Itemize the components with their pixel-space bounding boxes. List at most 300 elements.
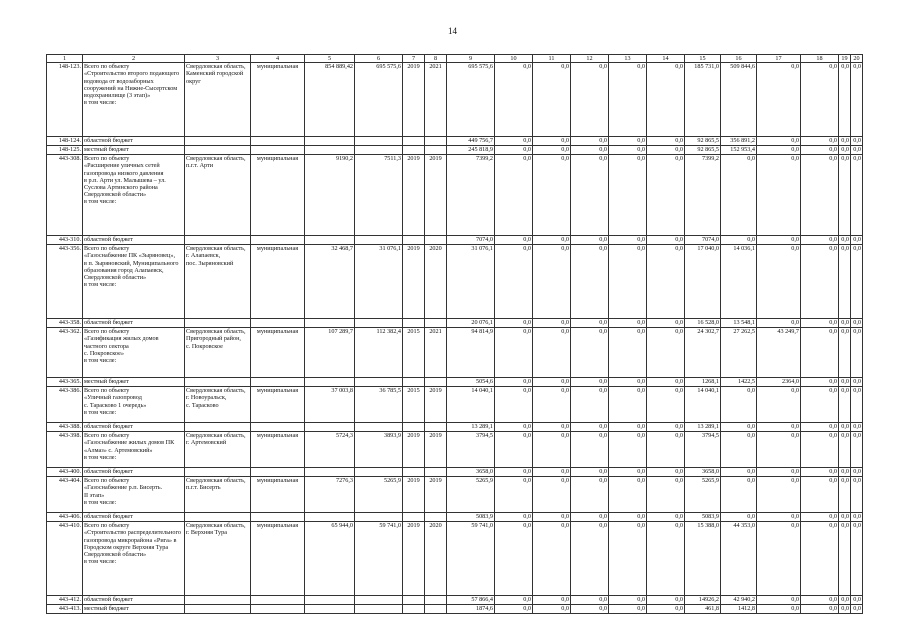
table-cell: 0,0 <box>571 605 609 614</box>
table-cell: 0,0 <box>839 513 851 522</box>
table-cell: 3658,0 <box>447 468 495 477</box>
table-cell: 0,0 <box>801 146 839 155</box>
table-cell: Свердловская область, п.г.т. Арти <box>185 155 251 236</box>
table-cell <box>425 596 447 605</box>
table-cell: 0,0 <box>571 146 609 155</box>
row-code-cell: 443-398. <box>47 432 83 468</box>
table-cell: 0,0 <box>495 319 533 328</box>
table-cell: 1874,6 <box>447 605 495 614</box>
row-code-cell: 443-362. <box>47 328 83 378</box>
table-cell <box>251 146 305 155</box>
row-code-cell: 443-413. <box>47 605 83 614</box>
table-cell: 5265,9 <box>355 477 403 513</box>
table-cell: 0,0 <box>609 236 647 245</box>
table-cell: Свердловская область, г. Артемовский <box>185 432 251 468</box>
table-cell: 1412,8 <box>721 605 757 614</box>
header-cell: 6 <box>355 55 403 63</box>
table-cell: Свердловская область, г. Верхняя Тура <box>185 522 251 596</box>
row-code-cell: 148-125. <box>47 146 83 155</box>
table-cell: 0,0 <box>757 387 801 423</box>
header-cell: 3 <box>185 55 251 63</box>
table-cell: 0,0 <box>571 423 609 432</box>
table-cell: 2021 <box>425 63 447 137</box>
table-cell: 0,0 <box>609 319 647 328</box>
table-cell <box>425 137 447 146</box>
table-cell: 36 785,5 <box>355 387 403 423</box>
table-cell: 2019 <box>403 63 425 137</box>
table-cell: 24 302,7 <box>685 328 721 378</box>
table-cell: 0,0 <box>757 513 801 522</box>
table-cell <box>185 236 251 245</box>
table-cell: 0,0 <box>839 468 851 477</box>
table-cell: 0,0 <box>839 245 851 319</box>
table-cell: муниципальная <box>251 328 305 378</box>
table-cell: 356 891,2 <box>721 137 757 146</box>
table-cell: 0,0 <box>533 63 571 137</box>
table-cell: 0,0 <box>495 155 533 236</box>
table-cell: 0,0 <box>609 605 647 614</box>
table-cell: 0,0 <box>851 468 863 477</box>
table-cell <box>425 319 447 328</box>
table-cell: 461,8 <box>685 605 721 614</box>
table-cell <box>403 378 425 387</box>
table-cell: 0,0 <box>609 155 647 236</box>
table-cell: 0,0 <box>647 605 685 614</box>
header-cell: 14 <box>647 55 685 63</box>
table-cell: 0,0 <box>533 378 571 387</box>
table-cell: 13 289,1 <box>447 423 495 432</box>
budget-table <box>46 54 863 614</box>
row-code-cell: 443-400. <box>47 468 83 477</box>
table-cell: 0,0 <box>533 387 571 423</box>
table-cell: 0,0 <box>839 596 851 605</box>
table-cell: 0,0 <box>647 319 685 328</box>
table-cell: 0,0 <box>851 236 863 245</box>
table-cell: муниципальная <box>251 245 305 319</box>
header-cell: 2 <box>83 55 185 63</box>
table-cell: 0,0 <box>851 387 863 423</box>
table-cell: 32 468,7 <box>305 245 355 319</box>
table-cell: 0,0 <box>571 387 609 423</box>
table-cell: 0,0 <box>839 423 851 432</box>
table-cell <box>251 605 305 614</box>
table-cell: 92 865,5 <box>685 137 721 146</box>
table-cell: 16 528,0 <box>685 319 721 328</box>
table-cell <box>403 513 425 522</box>
table-cell: 0,0 <box>533 245 571 319</box>
table-cell: 0,0 <box>721 387 757 423</box>
table-row <box>47 378 863 387</box>
row-title-cell: областной бюджет <box>83 236 185 245</box>
table-cell: 2020 <box>425 245 447 319</box>
table-cell: 0,0 <box>533 605 571 614</box>
table-cell <box>425 513 447 522</box>
table-cell: 0,0 <box>839 432 851 468</box>
table-cell: Свердловская область, п.г.т. Бисерть <box>185 477 251 513</box>
row-code-cell: 443-410. <box>47 522 83 596</box>
table-cell <box>355 319 403 328</box>
table-cell: 0,0 <box>721 432 757 468</box>
table-cell: 0,0 <box>495 596 533 605</box>
table-cell <box>305 137 355 146</box>
table-cell: 0,0 <box>609 63 647 137</box>
header-cell: 11 <box>533 55 571 63</box>
row-title-cell: Всего по объекту «Строительство второго подающего водовода от водозаборных сооружений на Нижне-Сысертском водохранилище (3 этап)» в том числе: <box>83 63 185 137</box>
row-title-cell: областной бюджет <box>83 137 185 146</box>
table-cell: 107 289,7 <box>305 328 355 378</box>
table-cell: 0,0 <box>533 513 571 522</box>
table-cell: 1422,5 <box>721 378 757 387</box>
table-cell: 0,0 <box>721 477 757 513</box>
table-cell: 0,0 <box>533 236 571 245</box>
table-cell <box>305 146 355 155</box>
table-cell: 0,0 <box>757 155 801 236</box>
table-cell <box>425 378 447 387</box>
table-cell: 0,0 <box>721 155 757 236</box>
table-cell: 2019 <box>403 432 425 468</box>
table-cell: 59 741,0 <box>447 522 495 596</box>
table-cell: 31 076,1 <box>447 245 495 319</box>
row-code-cell: 443-388. <box>47 423 83 432</box>
header-cell: 13 <box>609 55 647 63</box>
table-cell: 0,0 <box>609 477 647 513</box>
header-cell: 9 <box>447 55 495 63</box>
table-cell: 0,0 <box>495 605 533 614</box>
row-code-cell: 443-356. <box>47 245 83 319</box>
row-code-cell: 443-358. <box>47 319 83 328</box>
table-cell <box>355 236 403 245</box>
table-cell: 695 575,6 <box>447 63 495 137</box>
table-cell: 14 036,1 <box>721 245 757 319</box>
table-row <box>47 432 863 468</box>
header-cell: 19 <box>839 55 851 63</box>
table-cell: 0,0 <box>839 522 851 596</box>
table-cell: 0,0 <box>839 137 851 146</box>
table-cell: 0,0 <box>851 146 863 155</box>
table-cell: 0,0 <box>851 513 863 522</box>
table-cell: 0,0 <box>839 378 851 387</box>
table-cell: 0,0 <box>757 596 801 605</box>
row-title-cell: Всего по объекту «Газоснабжение р.п. Бисерть. II этап» в том числе: <box>83 477 185 513</box>
table-cell: 0,0 <box>647 63 685 137</box>
table-cell: 0,0 <box>533 423 571 432</box>
table-cell: 0,0 <box>495 432 533 468</box>
table-cell: 0,0 <box>647 328 685 378</box>
table-cell <box>425 236 447 245</box>
table-cell <box>425 423 447 432</box>
header-cell: 20 <box>851 55 863 63</box>
table-cell: 3794,5 <box>685 432 721 468</box>
table-cell: 0,0 <box>571 596 609 605</box>
table-cell: 0,0 <box>533 155 571 236</box>
table-cell: 2019 <box>403 245 425 319</box>
table-cell: 0,0 <box>647 236 685 245</box>
table-cell: 0,0 <box>801 513 839 522</box>
table-cell: 0,0 <box>533 596 571 605</box>
table-cell: 7074,0 <box>447 236 495 245</box>
table-cell: 0,0 <box>839 63 851 137</box>
table-row <box>47 522 863 596</box>
table-cell: 0,0 <box>721 468 757 477</box>
table-cell: 0,0 <box>851 319 863 328</box>
table-cell: 0,0 <box>757 245 801 319</box>
table-cell: 0,0 <box>647 146 685 155</box>
table-cell: 0,0 <box>757 477 801 513</box>
table-cell <box>355 423 403 432</box>
table-cell: 0,0 <box>839 605 851 614</box>
table-cell <box>425 468 447 477</box>
table-cell: 0,0 <box>721 513 757 522</box>
table-cell: 0,0 <box>721 423 757 432</box>
table-cell: 245 818,9 <box>447 146 495 155</box>
table-cell: 0,0 <box>801 596 839 605</box>
table-cell <box>251 513 305 522</box>
table-cell: 0,0 <box>851 596 863 605</box>
row-title-cell: областной бюджет <box>83 319 185 328</box>
table-cell: муниципальная <box>251 432 305 468</box>
header-cell: 5 <box>305 55 355 63</box>
table-cell: 2019 <box>425 477 447 513</box>
table-row <box>47 236 863 245</box>
table-cell: 0,0 <box>839 319 851 328</box>
row-title-cell: местный бюджет <box>83 605 185 614</box>
table-row <box>47 63 863 137</box>
table-cell <box>355 146 403 155</box>
table-cell: Свердловская область, Каменский городской округ <box>185 63 251 137</box>
table-cell: 0,0 <box>571 468 609 477</box>
table-cell: 2019 <box>403 477 425 513</box>
table-row <box>47 513 863 522</box>
table-cell: 0,0 <box>571 63 609 137</box>
table-cell: 0,0 <box>801 477 839 513</box>
table-cell <box>251 423 305 432</box>
table-cell: 0,0 <box>571 477 609 513</box>
page-number: 14 <box>448 26 457 36</box>
table-cell <box>305 423 355 432</box>
table-cell: 0,0 <box>851 605 863 614</box>
table-cell: 0,0 <box>609 328 647 378</box>
table-cell: 0,0 <box>647 245 685 319</box>
table-cell: 0,0 <box>757 319 801 328</box>
header-cell: 7 <box>403 55 425 63</box>
table-cell: Свердловская область, г. Новоуральск, с. Тарасково <box>185 387 251 423</box>
row-code-cell: 148-124. <box>47 137 83 146</box>
table-cell: 0,0 <box>801 245 839 319</box>
table-cell <box>185 468 251 477</box>
table-cell <box>355 378 403 387</box>
table-cell: 15 388,0 <box>685 522 721 596</box>
table-cell: 509 844,6 <box>721 63 757 137</box>
table-row <box>47 468 863 477</box>
table-cell: 7399,2 <box>685 155 721 236</box>
row-code-cell: 443-406. <box>47 513 83 522</box>
table-cell: 0,0 <box>533 319 571 328</box>
table-cell: 0,0 <box>609 245 647 319</box>
table-cell: 185 731,0 <box>685 63 721 137</box>
table-cell: 0,0 <box>495 236 533 245</box>
table-cell: 13 548,1 <box>721 319 757 328</box>
table-cell: 0,0 <box>647 522 685 596</box>
table-cell: 2019 <box>425 155 447 236</box>
table-row <box>47 146 863 155</box>
table-cell: 0,0 <box>647 596 685 605</box>
table-cell: 0,0 <box>571 432 609 468</box>
table-cell: 0,0 <box>609 423 647 432</box>
table-cell: 94 814,9 <box>447 328 495 378</box>
table-cell <box>355 596 403 605</box>
table-cell: 0,0 <box>839 236 851 245</box>
table-cell: 31 076,1 <box>355 245 403 319</box>
table-cell: 0,0 <box>851 137 863 146</box>
table-cell <box>251 236 305 245</box>
table-cell: 59 741,0 <box>355 522 403 596</box>
table-cell: 0,0 <box>571 513 609 522</box>
header-cell: 1 <box>47 55 83 63</box>
table-cell <box>403 146 425 155</box>
table-cell <box>403 137 425 146</box>
table-row <box>47 387 863 423</box>
table-cell: 0,0 <box>801 319 839 328</box>
table-cell: 0,0 <box>839 387 851 423</box>
table-cell: 0,0 <box>801 137 839 146</box>
table-cell <box>403 319 425 328</box>
table-cell: 0,0 <box>495 522 533 596</box>
table-cell: 2019 <box>403 522 425 596</box>
table-cell: 7074,0 <box>685 236 721 245</box>
table-cell: 2364,0 <box>757 378 801 387</box>
table-row <box>47 605 863 614</box>
table-cell <box>403 423 425 432</box>
table-cell <box>185 596 251 605</box>
table-cell: 0,0 <box>801 236 839 245</box>
table-cell <box>251 596 305 605</box>
table-cell: 0,0 <box>571 245 609 319</box>
table-cell: Свердловская область, Пригородный район, с. Покровское <box>185 328 251 378</box>
table-row <box>47 155 863 236</box>
table-cell <box>425 146 447 155</box>
table-cell: 0,0 <box>495 245 533 319</box>
table-cell: 9190,2 <box>305 155 355 236</box>
table-cell: 0,0 <box>801 63 839 137</box>
table-cell: 65 944,0 <box>305 522 355 596</box>
header-cell: 12 <box>571 55 609 63</box>
table-cell: 0,0 <box>757 605 801 614</box>
table-cell: 5265,9 <box>447 477 495 513</box>
table-row <box>47 423 863 432</box>
table-cell: 0,0 <box>851 477 863 513</box>
row-title-cell: Всего по объекту «Уличный газопровод с. Тарасково 1 очередь» в том числе: <box>83 387 185 423</box>
header-cell: 8 <box>425 55 447 63</box>
table-cell <box>251 468 305 477</box>
table-cell <box>355 605 403 614</box>
row-title-cell: Всего по объекту «Строительство распределительного газопровода микрорайона «Рига» в Городском округе Верхняя Тура Свердловской области» в том числе: <box>83 522 185 596</box>
table-cell: 449 756,7 <box>447 137 495 146</box>
table-cell: 2015 <box>403 387 425 423</box>
table-cell: 0,0 <box>647 477 685 513</box>
table-row <box>47 137 863 146</box>
table-cell: 0,0 <box>495 328 533 378</box>
table-cell <box>185 319 251 328</box>
table-cell: 0,0 <box>609 146 647 155</box>
header-cell: 16 <box>721 55 757 63</box>
table-cell: 0,0 <box>495 387 533 423</box>
table-row <box>47 596 863 605</box>
table-cell: 0,0 <box>757 146 801 155</box>
table-cell: 7511,3 <box>355 155 403 236</box>
table-cell: 7399,2 <box>447 155 495 236</box>
row-title-cell: областной бюджет <box>83 596 185 605</box>
table-row <box>47 328 863 378</box>
table-cell: 5083,9 <box>685 513 721 522</box>
table-cell <box>305 513 355 522</box>
table-row <box>47 319 863 328</box>
table-cell: 0,0 <box>851 63 863 137</box>
table-cell: 0,0 <box>609 432 647 468</box>
table-cell: 0,0 <box>609 387 647 423</box>
table-cell: 0,0 <box>801 378 839 387</box>
table-cell: 17 040,0 <box>685 245 721 319</box>
table-cell <box>355 468 403 477</box>
table-cell: 0,0 <box>495 513 533 522</box>
table-cell: 0,0 <box>801 387 839 423</box>
table-cell: муниципальная <box>251 387 305 423</box>
table-cell: 0,0 <box>757 522 801 596</box>
row-code-cell: 443-308. <box>47 155 83 236</box>
table-cell: 14 040,1 <box>447 387 495 423</box>
table-cell: 42 940,2 <box>721 596 757 605</box>
table-cell: 5724,3 <box>305 432 355 468</box>
table-cell: 0,0 <box>839 477 851 513</box>
table-cell <box>355 513 403 522</box>
table-row <box>47 245 863 319</box>
table-cell <box>185 378 251 387</box>
table-cell: 92 865,5 <box>685 146 721 155</box>
table-cell: 0,0 <box>495 423 533 432</box>
table-cell: 0,0 <box>801 468 839 477</box>
row-title-cell: областной бюджет <box>83 513 185 522</box>
table-cell: 0,0 <box>571 378 609 387</box>
table-cell: 5054,6 <box>447 378 495 387</box>
row-title-cell: Всего по объекту «Газоснабжение ПК «Зыряновец», в п. Зыряновский, Муниципального образования город Алапаевск, Свердловской области» в том числе: <box>83 245 185 319</box>
table-cell: 854 889,42 <box>305 63 355 137</box>
table-cell: 695 575,6 <box>355 63 403 137</box>
table-cell: 0,0 <box>801 522 839 596</box>
table-cell: 0,0 <box>609 468 647 477</box>
row-code-cell: 443-412. <box>47 596 83 605</box>
row-title-cell: местный бюджет <box>83 378 185 387</box>
table-cell: 0,0 <box>533 477 571 513</box>
table-cell: 27 262,5 <box>721 328 757 378</box>
table-cell <box>403 236 425 245</box>
table-cell <box>185 605 251 614</box>
table-cell: 152 953,4 <box>721 146 757 155</box>
table-cell: 2021 <box>425 328 447 378</box>
table-cell: 0,0 <box>495 146 533 155</box>
table-cell: 2019 <box>425 387 447 423</box>
table-cell: 0,0 <box>647 387 685 423</box>
table-cell <box>185 146 251 155</box>
table-cell: 0,0 <box>609 596 647 605</box>
table-cell: 0,0 <box>757 137 801 146</box>
table-cell: 0,0 <box>495 63 533 137</box>
table-cell: 44 353,0 <box>721 522 757 596</box>
table-cell: 0,0 <box>757 432 801 468</box>
table-cell: муниципальная <box>251 522 305 596</box>
row-code-cell: 443-404. <box>47 477 83 513</box>
table-cell: 0,0 <box>757 468 801 477</box>
table-cell: 0,0 <box>851 328 863 378</box>
header-cell: 17 <box>757 55 801 63</box>
